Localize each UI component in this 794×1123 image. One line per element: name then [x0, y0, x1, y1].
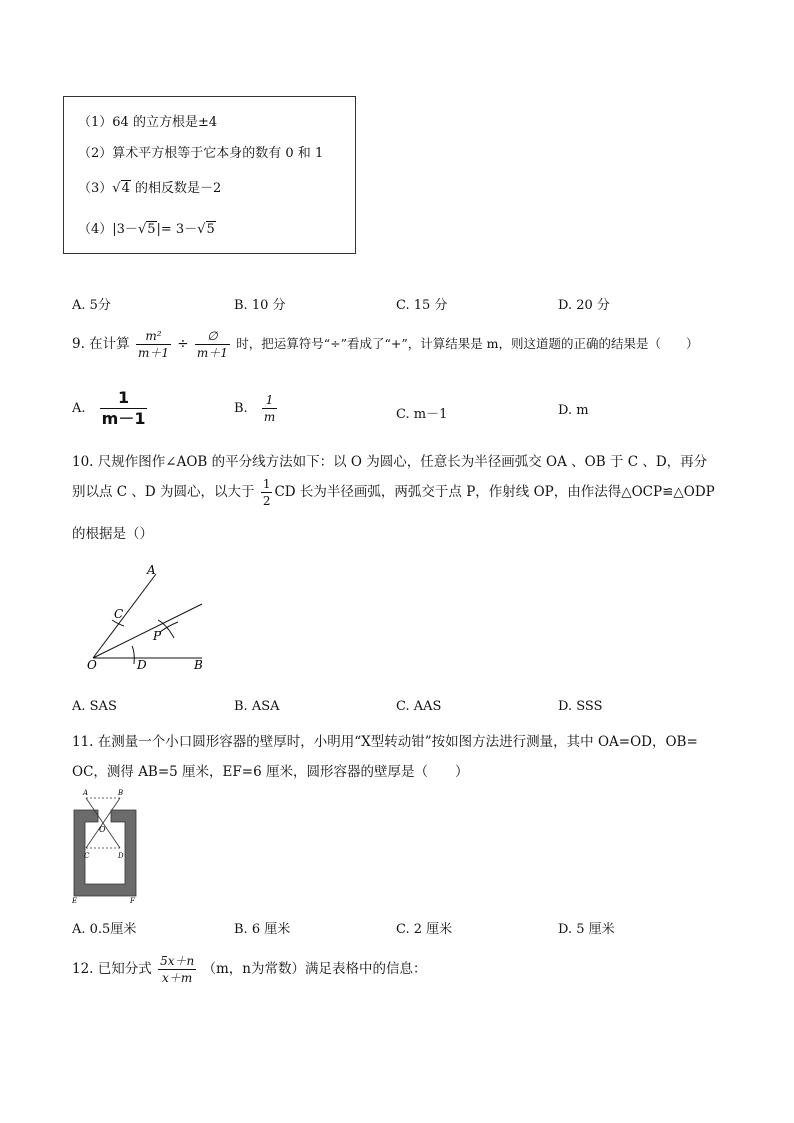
- statement-4-middle: |= 3－: [156, 222, 198, 237]
- q11-option-a[interactable]: A. 0.5厘米: [72, 922, 137, 937]
- q10-half-numerator: 1: [262, 477, 271, 491]
- q11-line-1: 11. 在测量一个小口圆形容器的壁厚时，小明用“X型转动钳”按如图方法进行测量，其中 OA=OD，OB=: [72, 734, 698, 750]
- q9-option-b-label: B.: [234, 401, 248, 416]
- label-p: P: [153, 629, 162, 643]
- statement-4-prefix: （4）|3－: [78, 222, 138, 237]
- q10-line-1: 10. 尺规作图作∠AOB 的平分线方法如下：以 O 为圆心，任意长为半径画弧交 OA 、OB 于 C 、D，再分: [72, 454, 708, 470]
- q9-option-c[interactable]: C. m－1: [396, 407, 448, 422]
- label-a: A: [147, 563, 156, 577]
- q9-option-b[interactable]: [234, 392, 279, 425]
- q8-option-b[interactable]: B. 10 分: [234, 298, 286, 313]
- q12-suffix: （m，n为常数）满足表格中的信息：: [202, 961, 427, 977]
- q9-fraction-2: [195, 328, 230, 361]
- label-b: B: [118, 789, 124, 797]
- arc-at-d: [132, 646, 134, 664]
- q12-fraction-numerator: 5x＋n: [160, 954, 195, 968]
- label-o: O: [87, 658, 97, 672]
- statement-3-suffix: 的相反数是－2: [130, 181, 222, 196]
- statement-3-radicand: 4: [121, 181, 130, 196]
- label-f: F: [130, 897, 135, 904]
- q12-stem: [72, 953, 427, 986]
- statement-4-radicand-1: 5: [147, 222, 156, 237]
- q10-option-a[interactable]: A. SAS: [72, 699, 117, 714]
- statement-1: （1）64 的立方根是±4: [78, 115, 218, 130]
- statement-2: （2）算术平方根等于它本身的数有 0 和 1: [78, 146, 324, 161]
- q11-option-c[interactable]: C. 2 厘米: [396, 922, 453, 937]
- q8-option-c[interactable]: C. 15 分: [396, 298, 448, 313]
- label-b: B: [194, 658, 203, 672]
- label-d: D: [118, 852, 124, 860]
- q12-fraction-denominator: x＋m: [162, 971, 193, 985]
- statement-3: [78, 177, 221, 196]
- q9-suffix: 时，把运算符号“÷”看成了“+”，计算结果是 m，则这道题的正确的结果是（ ）: [236, 336, 699, 351]
- statement-4: [78, 218, 216, 237]
- ray-op: [93, 604, 202, 658]
- q10-option-c[interactable]: C. AAS: [396, 699, 442, 714]
- q9-option-b-numerator: 1: [262, 392, 277, 409]
- statement-4-radicand-2: 5: [206, 222, 215, 237]
- label-c: C: [114, 607, 124, 621]
- q11-option-b[interactable]: B. 6 厘米: [234, 922, 291, 937]
- q9-option-a[interactable]: [72, 388, 149, 429]
- q10-line-2-prefix: 别以点 C 、D 为圆心，以大于: [72, 484, 255, 500]
- q10-half-denominator: 2: [262, 494, 271, 508]
- q8-option-a[interactable]: A. 5分: [72, 298, 111, 313]
- q9-stem: [72, 328, 699, 361]
- angle-bisector-figure: [80, 560, 220, 675]
- q9-option-b-denominator: m: [263, 410, 276, 424]
- q9-fraction-1: [136, 328, 171, 361]
- q10-line-3: 的根据是（）: [72, 526, 153, 542]
- q9-operator: ÷: [177, 336, 189, 352]
- q9-option-a-fraction: [100, 388, 148, 429]
- q11-line-2: OC，测得 AB=5 厘米，EF=6 厘米，圆形容器的壁厚是（ ）: [72, 764, 469, 780]
- q10-line-2: [72, 476, 715, 509]
- label-a: A: [83, 789, 89, 797]
- q9-fraction-2-denominator: m＋1: [196, 346, 228, 360]
- container-caliper-figure: [68, 786, 138, 904]
- label-e: E: [72, 897, 78, 904]
- label-c: C: [84, 852, 90, 860]
- label-d: D: [137, 658, 147, 672]
- q9-prefix: 9. 在计算: [72, 336, 130, 352]
- q12-fraction: [158, 953, 196, 986]
- q9-fraction-1-numerator: m²: [136, 328, 171, 345]
- q10-line-2-suffix: CD 长为半径画弧，两弧交于点 P，作射线 OP，由作法得△OCP≌△ODP: [274, 484, 715, 500]
- q12-prefix: 12. 已知分式: [72, 961, 152, 977]
- q9-option-d[interactable]: D. m: [558, 403, 589, 418]
- radical-sign: √: [112, 181, 121, 196]
- q10-option-b[interactable]: B. ASA: [234, 699, 280, 714]
- q11-option-d[interactable]: D. 5 厘米: [558, 922, 615, 937]
- q9-option-a-label: A.: [72, 401, 86, 416]
- q8-option-d[interactable]: D. 20 分: [558, 298, 610, 313]
- q9-option-b-fraction: [262, 392, 277, 425]
- ray-oa: [93, 574, 156, 658]
- label-o: O: [99, 825, 106, 834]
- radical-sign: √: [137, 222, 147, 237]
- q9-option-a-numerator: 1: [100, 388, 148, 409]
- q9-fraction-1-denominator: m＋1: [137, 346, 169, 360]
- statement-box: [63, 96, 356, 254]
- q9-fraction-2-numerator: ∅: [195, 328, 230, 345]
- q10-option-d[interactable]: D. SSS: [558, 699, 603, 714]
- q10-half-fraction: [261, 476, 273, 509]
- statement-3-prefix: （3）: [78, 181, 113, 196]
- q9-option-a-denominator: m－1: [101, 409, 146, 428]
- radical-sign: √: [197, 222, 206, 237]
